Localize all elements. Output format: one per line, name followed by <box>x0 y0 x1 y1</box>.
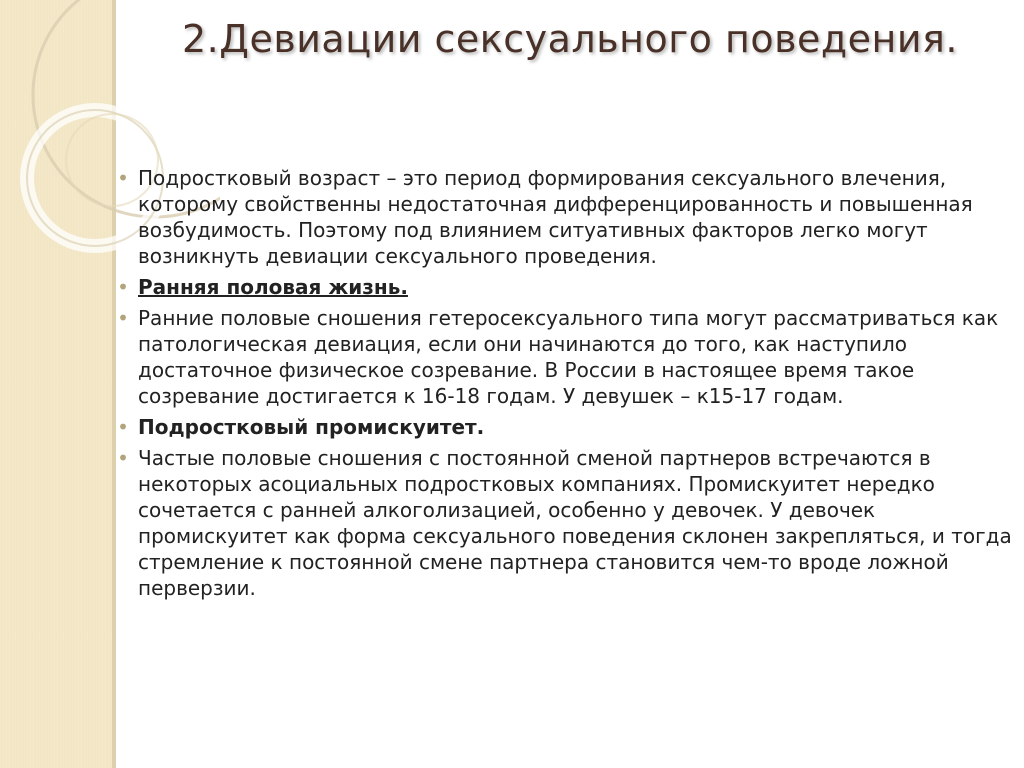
bullet-icon: • <box>117 166 129 190</box>
bullet-item-early-relations <box>116 305 1016 409</box>
bullet-text: Ранние половые сношения гетеросексуального типа могут рассматриваться как патологическая девиация, если они начинаются до того, как наступило достаточное физическое созревание. В России в настоящее время такое созревание достигается к 16-18 годам. У девушек – к15-17 годам. <box>138 306 999 408</box>
bullet-text: Подростковый возраст – это период формирования сексуального влечения, которому свойственны недостаточная дифференцированность и повышенная возбудимость. Поэтому под влиянием ситуативных факторов легко могут возникнуть девиации сексуального проведения. <box>138 166 973 268</box>
bullet-icon: • <box>117 275 129 299</box>
bullet-text: Частые половые сношения с постоянной сменой партнеров встречаются в некоторых асоциальных подростковых компаниях. Промискуитет нередко сочетается с ранней алкоголизацией, особенно у девочек. У девочек промискуитет как форма сексуального поведения склонен закрепляться, и тогда стремление к постоянной смене партнера становится чем-то вроде ложной перверзии. <box>138 446 1012 600</box>
bullet-item-early-sex-life <box>116 274 1016 300</box>
bullet-item-promiscuity-details <box>116 445 1016 601</box>
decorative-sidebar <box>0 0 112 768</box>
bullet-item-intro <box>116 165 1016 269</box>
slide-title: 2.Девиации сексуального поведения. <box>182 17 958 61</box>
section-heading: Ранняя половая жизнь. <box>138 275 408 299</box>
bullet-icon: • <box>117 306 129 330</box>
bullet-icon: • <box>117 415 129 439</box>
bullet-list <box>116 165 1016 606</box>
bullet-item-promiscuity <box>116 414 1016 440</box>
bullet-icon: • <box>117 446 129 470</box>
section-heading: Подростковый промискуитет. <box>138 415 485 439</box>
